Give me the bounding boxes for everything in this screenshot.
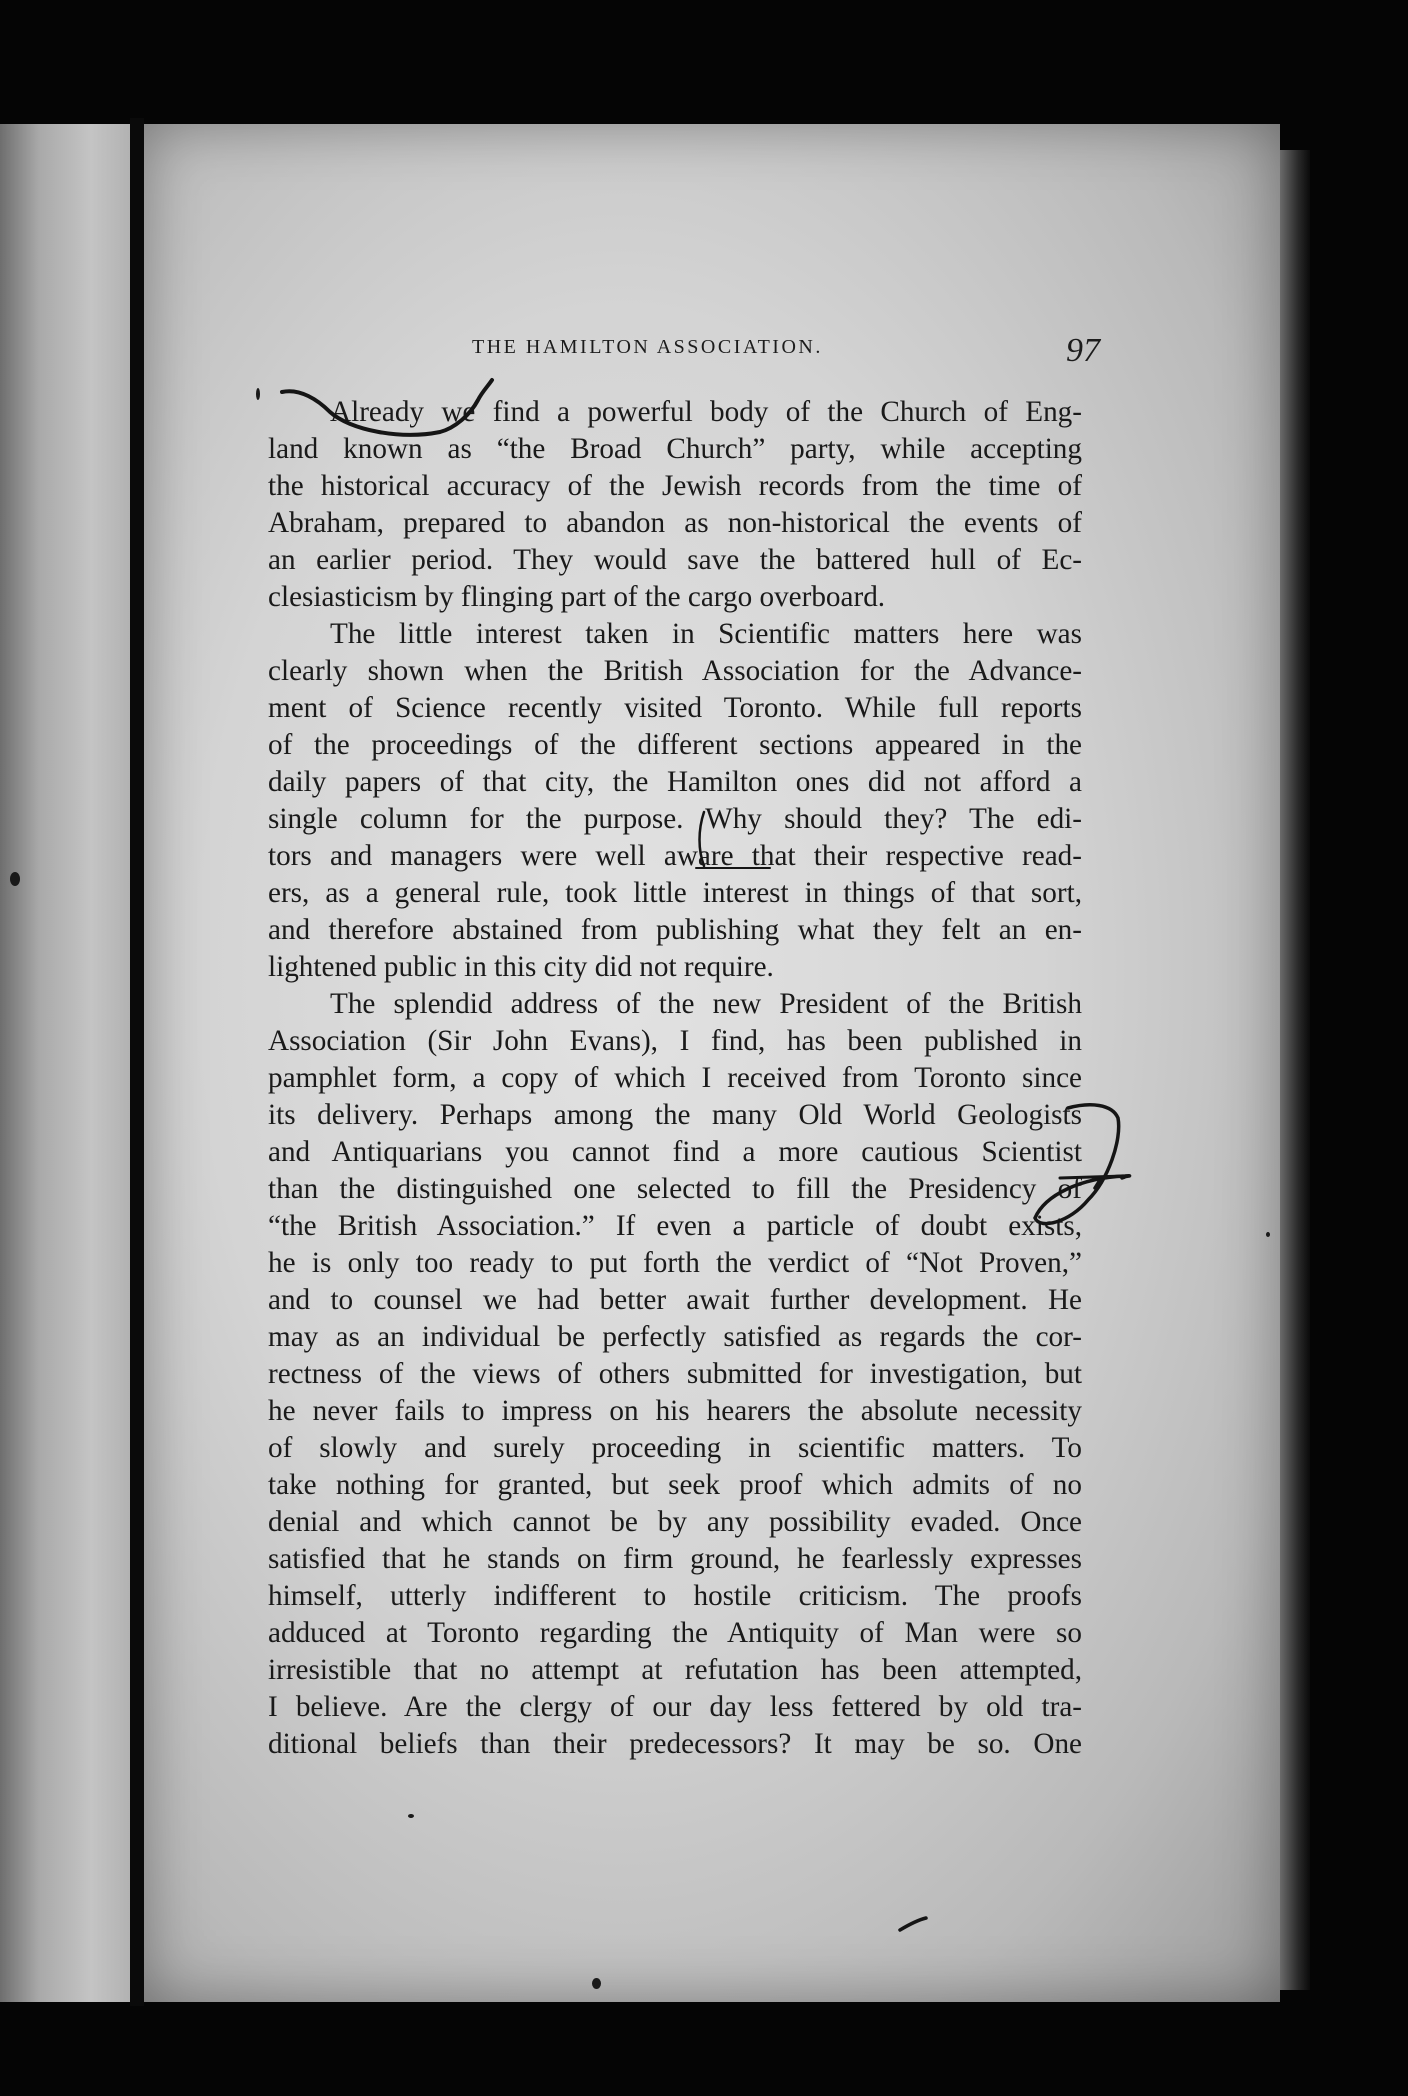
text-line: clesiasticism by flinging part of the cargo overboard. [268, 581, 886, 613]
text-line: satisfied that he stands on firm ground, he fearlessly expresses [268, 1543, 1082, 1575]
text-line: himself, utterly indifferent to hostile criticism. The proofs [268, 1580, 1082, 1612]
text-line: Abraham, prepared to abandon as non-historical the events of [268, 507, 1082, 539]
text-line: clearly shown when the British Association for the Advance- [268, 655, 1082, 687]
text-line: rectness of the views of others submitted for investigation, but [268, 1358, 1082, 1390]
page-number: 97 [1066, 332, 1100, 369]
text-line: he never fails to impress on his hearers the absolute necessity [268, 1395, 1082, 1427]
text-line: The little interest taken in Scientific matters here was [330, 618, 1082, 650]
book-gutter [130, 118, 144, 2006]
facing-page-edge [0, 124, 130, 2002]
text-line: daily papers of that city, the Hamilton ones did not afford a [268, 766, 1082, 798]
running-title: THE HAMILTON ASSOCIATION. [472, 336, 823, 358]
text-line: I believe. Are the clergy of our day less fettered by old tra- [268, 1691, 1082, 1723]
text-line: an earlier period. They would save the battered hull of Ec- [268, 544, 1082, 576]
text-line: ment of Science recently visited Toronto. While full reports [268, 692, 1082, 724]
text-line: Association (Sir John Evans), I find, has been published in [268, 1025, 1082, 1057]
ink-speck [408, 1814, 414, 1818]
text-line: of slowly and surely proceeding in scientific matters. To [268, 1432, 1082, 1464]
text-line: take nothing for granted, but seek proof which admits of no [268, 1469, 1082, 1501]
text-line: ditional beliefs than their predecessors? It may be so. One [268, 1728, 1082, 1760]
text-line: single column for the purpose. Why should they? The edi- [268, 803, 1082, 835]
body-text [268, 394, 1082, 1763]
text-line: and to counsel we had better await further development. He [268, 1284, 1082, 1316]
text-line: he is only too ready to put forth the verdict of “Not Proven,” [268, 1247, 1082, 1279]
text-line: adduced at Toronto regarding the Antiquity of Man were so [268, 1617, 1082, 1649]
text-line: tors and managers were well aware that their respective read- [268, 840, 1082, 872]
text-line: its delivery. Perhaps among the many Old World Geologists [268, 1099, 1082, 1131]
ink-speck [1266, 1232, 1270, 1237]
ink-speck [592, 1978, 601, 1989]
text-line: lightened public in this city did not require. [268, 951, 774, 983]
text-line: and Antiquarians you cannot find a more cautious Scientist [268, 1136, 1082, 1168]
text-line: the historical accuracy of the Jewish records from the time of [268, 470, 1082, 502]
text-line: The splendid address of the new President of the British [330, 988, 1082, 1020]
running-head [330, 332, 1100, 368]
text-line: may as an individual be perfectly satisfied as regards the cor- [268, 1321, 1082, 1353]
text-line: denial and which cannot be by any possibility evaded. Once [268, 1506, 1082, 1538]
text-line: land known as “the Broad Church” party, while accepting [268, 433, 1082, 465]
text-line: irresistible that no attempt at refutation has been attempted, [268, 1654, 1082, 1686]
page-edge-shadow [1280, 150, 1310, 1990]
ink-speck [256, 388, 260, 400]
text-line: and therefore abstained from publishing what they felt an en- [268, 914, 1082, 946]
text-line: than the distinguished one selected to fill the Presidency of [268, 1173, 1082, 1205]
text-line: Already we find a powerful body of the Church of Eng- [330, 396, 1082, 428]
text-line: “the British Association.” If even a particle of doubt exists, [268, 1210, 1082, 1242]
text-line: ers, as a general rule, took little interest in things of that sort, [268, 877, 1082, 909]
ink-speck [10, 872, 20, 886]
text-line: of the proceedings of the different sections appeared in the [268, 729, 1082, 761]
text-line: pamphlet form, a copy of which I received from Toronto since [268, 1062, 1082, 1094]
